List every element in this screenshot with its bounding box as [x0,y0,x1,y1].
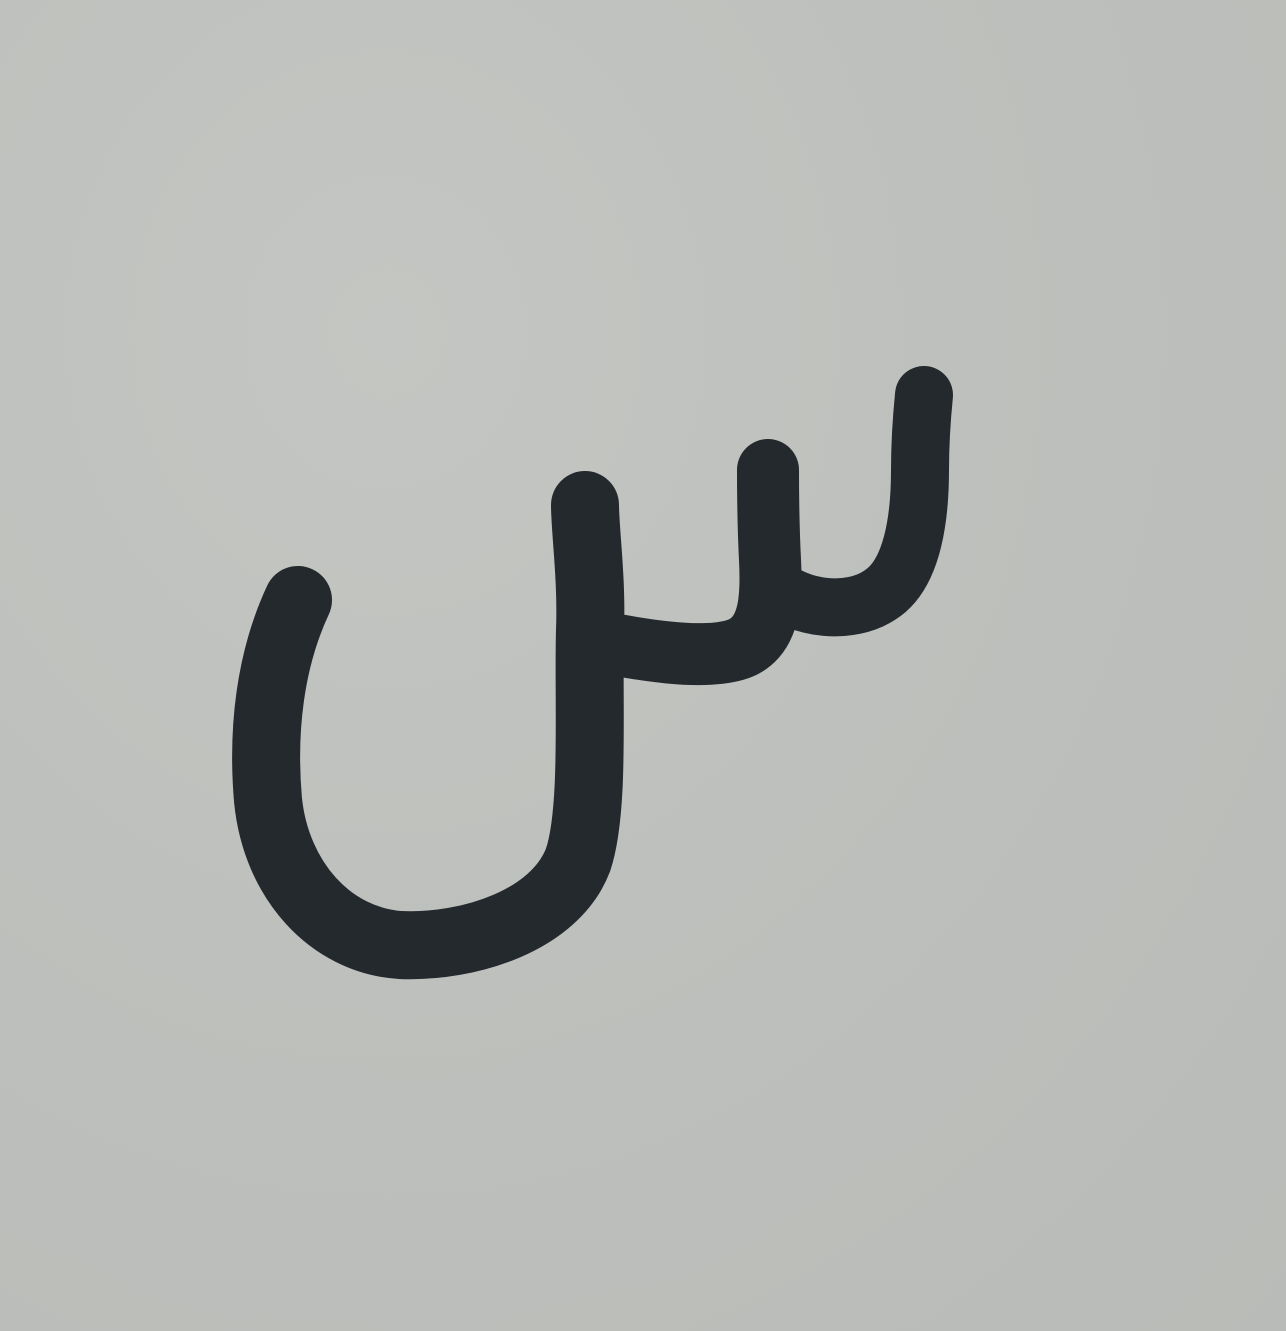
letter-bowl-stroke [266,505,590,945]
